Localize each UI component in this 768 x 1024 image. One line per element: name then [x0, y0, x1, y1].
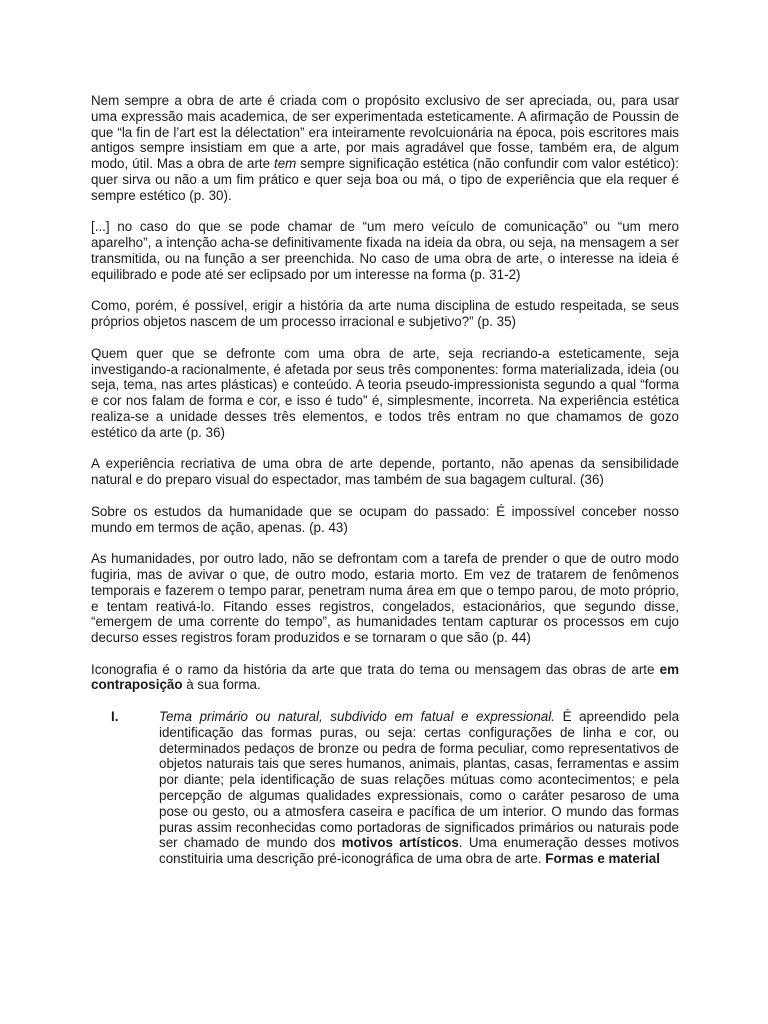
list-item-body: [159, 709, 679, 867]
paragraph-3: Como, porém, é possível, erigir a história da arte numa disciplina de estudo respeitada, se seus próprios objetos nascem de um processo irracional e subjetivo?” (p. 35): [91, 298, 679, 330]
list-number: I.: [111, 709, 119, 725]
paragraph-8-text-c: à sua forma.: [182, 677, 261, 693]
list-item-text-a: É apreendido pela identificação das formas puras, ou seja: certas configurações de linha e cor, ou determinados pedaços de bronze ou pedra de forma peculiar, como representativos de objetos naturais tais que seres humanos, animais, plantas, casas, ferramentas e assim por diante; pela identificação de suas relações mútuas como acontecimentos; e pela percepção de algumas qualidades expressionais, como o caráter pesaroso de uma pose ou gesto, ou a atmosfera caseira e pacífica de um interior. O mundo das formas puras assim reconhecidas como portadoras de significados primários ou naturais pode ser chamado de mundo dos: [159, 709, 680, 851]
list-item-bold-1: motivos artísticos: [341, 835, 459, 851]
paragraph-5: A experiência recriativa de uma obra de arte depende, portanto, não apenas da sensibilidade natural e do preparo visual do espectador, mas também de sua bagagem cultural. (36): [91, 456, 679, 488]
paragraph-7: As humanidades, por outro lado, não se defrontam com a tarefa de prender o que de outro modo fugiria, mas de avivar o que, de outro modo, estaria morto. Em vez de tratarem de fenômenos temporais e fazerem o tempo parar, penetram numa área em que o tempo parou, de moto próprio, e tentam reativá-lo. Fitando esses registros, congelados, estacionários, que segundo disse, “emergem de uma corrente do tempo”, as humanidades tentam capturar os processos em cujo decurso esses registros foram produzidos e se tornaram o que são (p. 44): [91, 551, 679, 646]
paragraph-1-text-b: sempre significação estética (não confundir com valor estético): quer sirva ou não a um fim prático e quer seja boa ou má, o tipo de experiência que ela requer é sempre estético (p. 30).: [91, 156, 679, 203]
paragraph-8-bold: em contraposição: [91, 661, 679, 693]
paragraph-8: [91, 662, 679, 694]
paragraph-4: Quem quer que se defronte com uma obra de arte, seja recriando-a esteticamente, seja investigando-a racionalmente, é afetada por seus três componentes: forma materializada, ideia (ou seja, tema, nas artes plásticas) e conteúdo. A teoria pseudo-impressionista segundo a qual “forma e cor nos falam de forma e cor, e isso é tudo” é, simplesmente, incorreta. Na experiência estética realiza-se a unidade desses três elementos, e todos três entram no que chamamos de gozo estético da arte (p. 36): [91, 345, 679, 440]
list-item-1: [91, 709, 679, 867]
paragraph-1: [91, 93, 679, 204]
list-item-emphasis: Tema primário ou natural, subdivido em fatual e expressional.: [159, 709, 555, 725]
paragraph-8-text-a: Iconografia é o ramo da história da arte que trata do tema ou mensagem das obras de arte: [91, 661, 660, 677]
paragraph-6: Sobre os estudos da humanidade que se ocupam do passado: É impossível conceber nosso mundo em termos de ação, apenas. (p. 43): [91, 503, 679, 535]
paragraph-2: [...] no caso do que se pode chamar de “um mero veículo de comunicação” ou “um mero aparelho”, a intenção acha-se definitivamente fixada na ideia da obra, ou seja, na mensagem a ser transmitida, ou na função a ser preenchida. No caso de uma obra de arte, o interesse na ideia é equilibrado e pode até ser eclipsado por um interesse na forma (p. 31-2): [91, 219, 679, 282]
paragraph-1-text-a: Nem sempre a obra de arte é criada com o propósito exclusivo de ser apreciada, ou, para usar uma expressão mais academica, de ser experimentada esteticamente. A afirmação de Poussin de que “la fin de l’art est la délectation” era inteiramente revolcuionária na época, pois escritores mais antigos sempre insistiam em que a arte, por mais agradável que fosse, também era, de algum modo, útil. Mas a obra de arte: [91, 93, 679, 172]
paragraph-1-emphasis: tem: [274, 156, 297, 172]
list-item-text-c: . Uma enumeração desses motivos constituiria uma descrição pré-iconográfica de uma obra de arte.: [159, 835, 679, 867]
list-item-bold-2: Formas e material: [545, 851, 660, 867]
document-page: [91, 93, 679, 867]
